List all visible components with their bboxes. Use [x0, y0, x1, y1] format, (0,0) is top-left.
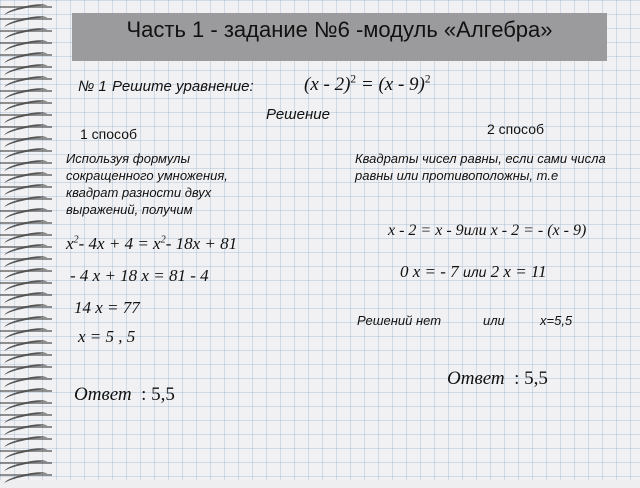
equation-left-exponent: 2: [350, 73, 357, 86]
method2-step2: [400, 262, 547, 282]
equation-left: (x - 2): [304, 74, 351, 95]
method1-label: 1 способ: [80, 126, 138, 142]
method2-step2-or: или: [462, 264, 487, 280]
equation-right: = (x - 9): [356, 74, 425, 95]
method2-conclusion-left: Решений нет: [357, 313, 442, 328]
method2-step2-left: 0 x = - 7: [400, 262, 459, 281]
method2-conclusion-or: или: [483, 313, 505, 328]
method2-step2-right: 2 x = 11: [490, 262, 547, 281]
equation-right-exponent: 2: [424, 73, 431, 86]
method2-answer: [447, 368, 548, 390]
method1-step1: [66, 234, 237, 254]
method2-answer-label: Ответ: [447, 368, 505, 389]
method1-step4: x = 5 , 5: [78, 327, 136, 346]
method1-step1-x: x: [66, 234, 74, 253]
method1-description: Используя формулы сокращенного умножения, квадрат разности двух выражений, получим: [66, 151, 228, 217]
method1-step1-exp2: 2: [160, 234, 166, 246]
method1-answer: [74, 384, 175, 406]
method1-step1-end: - 18x + 81: [165, 234, 238, 253]
method2-label: 2 способ: [487, 121, 545, 137]
method1-answer-label: Ответ: [74, 384, 132, 405]
method1-step1-mid: - 4x + 4 = x: [78, 234, 161, 253]
page-title: Часть 1 - задание №6 -модуль «Алгебра»: [126, 17, 553, 42]
method2-description: Квадраты чисел равны, если сами числа равны или противоположны, т.е: [355, 151, 606, 183]
method1-step1-exp1: 2: [73, 234, 79, 246]
method2-answer-value: : 5,5: [514, 368, 548, 389]
method2-conclusion-right: x=5,5: [540, 313, 573, 328]
task-number: № 1: [78, 78, 107, 95]
solution-heading: Решение: [266, 106, 330, 123]
method2-step1: x - 2 = x - 9или x - 2 = - (x - 9): [388, 222, 587, 239]
method1-step3: 14 x = 77: [74, 298, 140, 317]
method1-step2: - 4 x + 18 x = 81 - 4: [70, 266, 209, 285]
task-prompt: Решите уравнение:: [112, 78, 254, 95]
task-equation: [304, 74, 431, 96]
method1-answer-value: : 5,5: [141, 384, 175, 405]
